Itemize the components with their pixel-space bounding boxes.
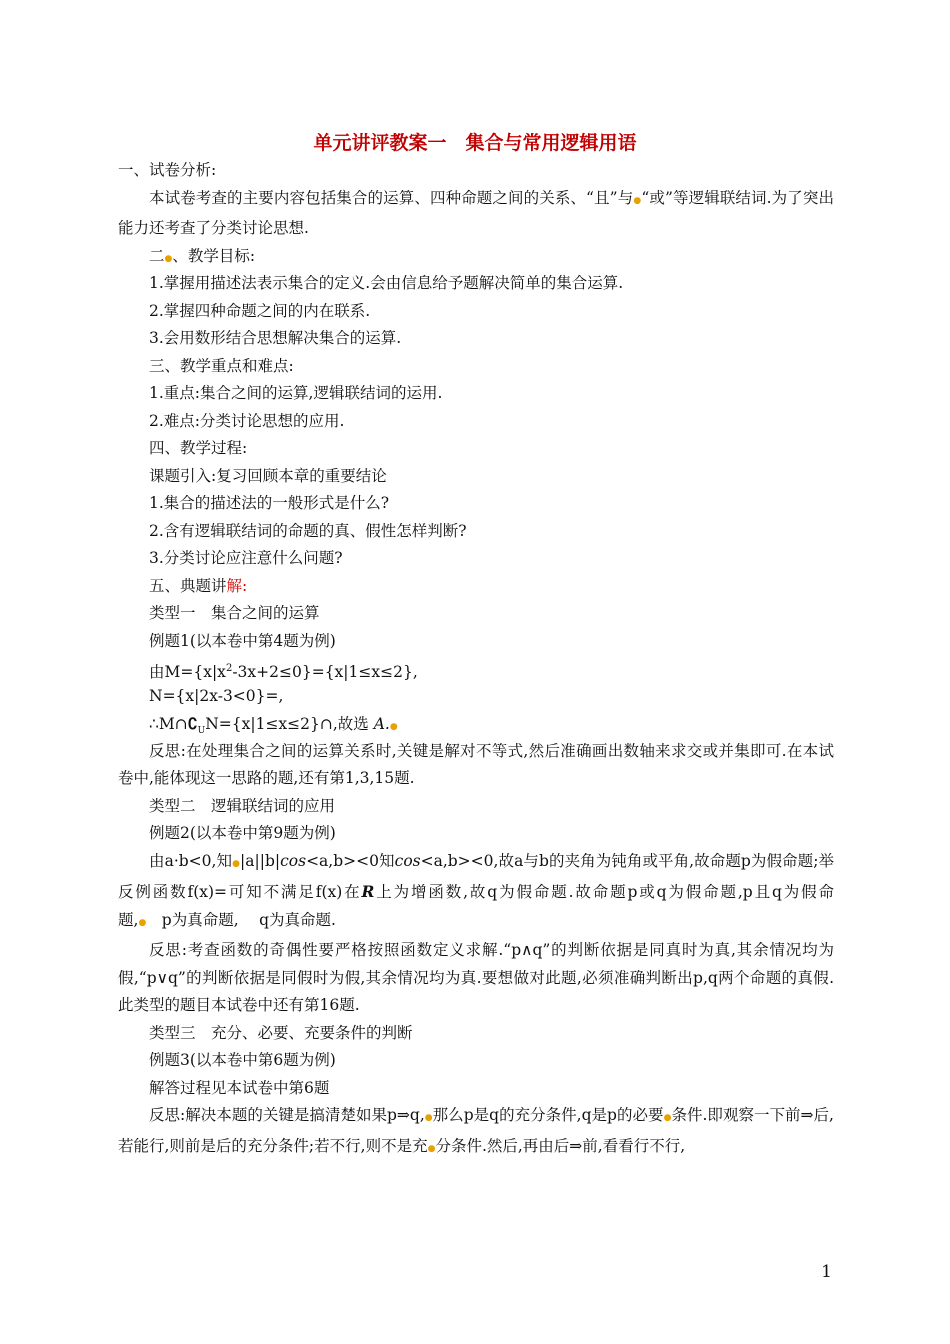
analysis-paragraph: 本试卷考查的主要内容包括集合的运算、四种命题之间的关系、“且”与●“或”等逻辑联结词.为了突出能力还考查了分类讨论思想. (118, 188, 835, 237)
section-heading-keypoints: 三、教学重点和难点: (149, 356, 294, 375)
example-two-heading: 例题2(以本卷中第9题为例) (149, 824, 336, 842)
keypoint-item: 2.难点:分类讨论思想的应用. (149, 411, 345, 430)
section-heading-goals: 二●、教学目标: (149, 246, 256, 265)
process-question: 3.分类讨论应注意什么问题? (149, 549, 343, 567)
goal-item: 2.掌握四种命题之间的内在联系. (149, 301, 371, 320)
example-one-line-1: 由$M=\{x|x^2-3x+2\le 0\}=\{x|1\le x\le 2\}$, (149, 663, 418, 682)
document-title: 单元讲评教案一 集合与常用逻辑用语 (313, 132, 637, 154)
example-three-heading: 例题3(以本卷中第6题为例) (149, 1051, 336, 1069)
process-intro: 课题引入:复习回顾本章的重要结论 (149, 466, 387, 485)
example-one-heading: 例题1(以本卷中第4题为例) (149, 631, 336, 650)
reflection-two: 反思:考查函数的奇偶性要严格按照函数定义求解.“p∧q”的判断依据是同真时为真,其余情况均为假,“p∨q”的判断依据是同假时为假,其余情况均为真.要想做对此题,必须准确判断出p,q两个命题的真假.此类型的题目本试卷中还有第16题. (118, 941, 834, 1014)
edit-marker: ● (663, 1113, 672, 1123)
example-one-line-2: N={x|2x-3<0}=, (149, 686, 284, 705)
type-one-heading: 类型一 集合之间的运算 (149, 604, 320, 622)
edit-marker: ● (164, 253, 173, 264)
section-heading-process: 四、教学过程: (149, 439, 248, 457)
process-question: 1.集合的描述法的一般形式是什么? (149, 494, 390, 512)
reflection-three: 反思:解决本题的关键是搞清楚如果p⇒q,●那么p是q的充分条件,q是p的必要●条件.即观察一下前⇒后,若能行,则前是后的充分条件;若不行,则不是充●分条件.然后,再由后⇒前,看看行不行, (118, 1106, 834, 1155)
process-question: 2.含有逻辑联结词的命题的真、假性怎样判断? (149, 521, 467, 540)
keypoint-item: 1.重点:集合之间的运算,逻辑联结词的运用. (149, 384, 443, 402)
page-number: 1 (821, 1262, 832, 1282)
edit-marker: ● (424, 1113, 433, 1123)
edit-marker: ● (138, 917, 147, 928)
edit-marker: ● (389, 722, 398, 732)
edit-marker: ● (427, 1143, 436, 1154)
goal-item: 1.掌握用描述法表示集合的定义.会由信息给予题解决简单的集合运算. (149, 274, 624, 292)
reflection-one: 反思:在处理集合之间的运算关系时,关键是解对不等式,然后准确画出数轴来求交或并集即可.在本试卷中,能体现这一思路的题,还有第1,3,15题. (118, 741, 834, 787)
edit-marker: ● (633, 195, 642, 206)
document-body (118, 157, 834, 1163)
type-three-heading: 类型三 充分、必要、充要条件的判断 (149, 1023, 413, 1042)
section-heading-examples: 五、典题讲解: (149, 576, 248, 595)
edit-marker: ● (232, 858, 241, 869)
example-three-answer: 解答过程见本试卷中第6题 (149, 1078, 330, 1097)
type-two-heading: 类型二 逻辑联结词的应用 (149, 796, 336, 815)
section-heading-analysis: 一、试卷分析: (118, 161, 217, 179)
example-one-line-3: $\therefore M\cap∁_UN=\{x|1\le x\le 2\}\cap$,故选 A.● (149, 714, 398, 737)
goal-item: 3.会用数形结合思想解决集合的运算. (149, 329, 402, 347)
example-two-solution: 由a·b<0,知●|a||b|cos<a,b><0知cos<a,b><0,故a与b的夹角为钝角或平角,故命题p为假命题;举反例函数f(x)=可知不满足f(x)在R上为增函数,故q为假命题.故命题p或q为假命题,p且q为假命题,● p为真命题, q为真命题. (118, 851, 834, 929)
